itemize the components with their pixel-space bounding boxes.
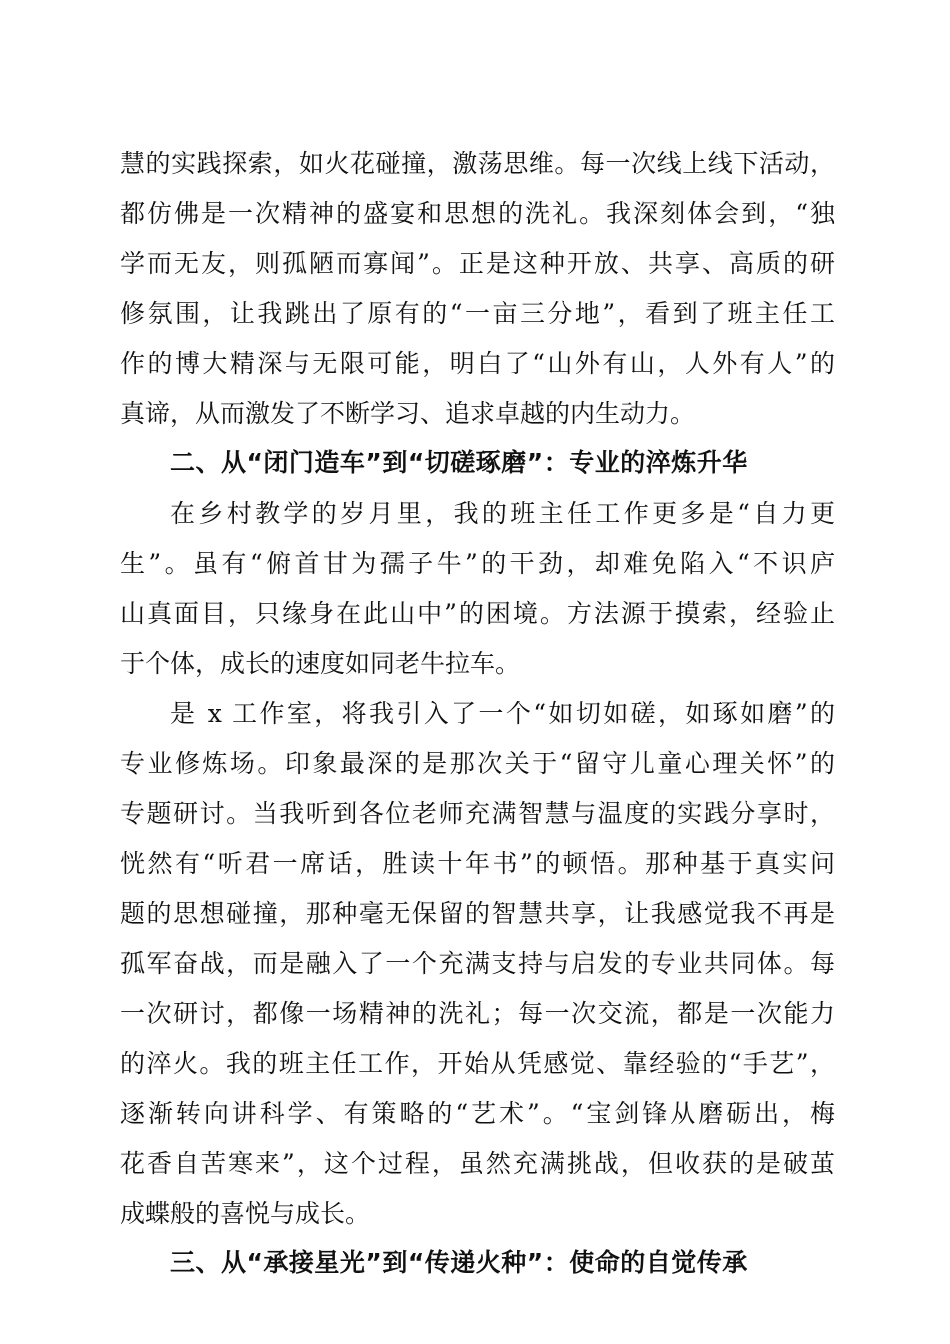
- text-line: 都仿佛是一次精神的盛宴和思想的洗礼。我深刻体会到，“独: [120, 199, 835, 228]
- text-line: 一次研讨，都像一场精神的洗礼；每一次交流，都是一次能力: [120, 999, 835, 1028]
- text-line: 慧的实践探索，如火花碰撞，激荡思维。每一次线上线下活动，: [120, 149, 835, 178]
- text-line: 专题研讨。当我听到各位老师充满智慧与温度的实践分享时，: [120, 799, 835, 828]
- text-line: 逐渐转向讲科学、有策略的“艺术”。“宝剑锋从磨砺出，梅: [120, 1099, 835, 1128]
- text-line: 学而无友，则孤陋而寡闻”。正是这种开放、共享、高质的研: [120, 249, 835, 278]
- text-line: 作的博大精深与无限可能，明白了“山外有山，人外有人”的: [120, 349, 835, 378]
- text-line: 在乡村教学的岁月里，我的班主任工作更多是“自力更: [170, 499, 835, 528]
- text-line: 于个体，成长的速度如同老牛拉车。: [120, 649, 521, 678]
- text-line: 花香自苦寒来”，这个过程，虽然充满挑战，但收获的是破茧: [120, 1149, 835, 1178]
- text-line: 成蝶般的喜悦与成长。: [120, 1199, 371, 1228]
- text-line: 恍然有“听君一席话，胜读十年书”的顿悟。那种基于真实问: [120, 849, 835, 878]
- text-line: 的淬火。我的班主任工作，开始从凭感觉、靠经验的“手艺”，: [120, 1049, 835, 1078]
- text-line: 真谛，从而激发了不断学习、追求卓越的内生动力。: [120, 399, 696, 428]
- text-line: 专业修炼场。印象最深的是那次关于“留守儿童心理关怀”的: [120, 749, 835, 778]
- text-line: 孤军奋战，而是融入了一个充满支持与启发的专业共同体。每: [120, 949, 835, 978]
- text-line: 生”。虽有“俯首甘为孺子牛”的干劲，却难免陷入“不识庐: [120, 549, 835, 578]
- text-line: 题的思想碰撞，那种毫无保留的智慧共享，让我感觉我不再是: [120, 899, 835, 928]
- section-heading: 三、从“承接星光”到“传递火种”：使命的自觉传承: [170, 1248, 748, 1277]
- section-heading: 二、从“闭门造车”到“切磋琢磨”：专业的淬炼升华: [170, 448, 748, 477]
- text-line: 是 x 工作室，将我引入了一个“如切如磋，如琢如磨”的: [170, 699, 835, 728]
- text-line: 修氛围，让我跳出了原有的“一亩三分地”，看到了班主任工: [120, 299, 835, 328]
- text-line: 山真面目，只缘身在此山中”的困境。方法源于摸索，经验止: [120, 599, 835, 628]
